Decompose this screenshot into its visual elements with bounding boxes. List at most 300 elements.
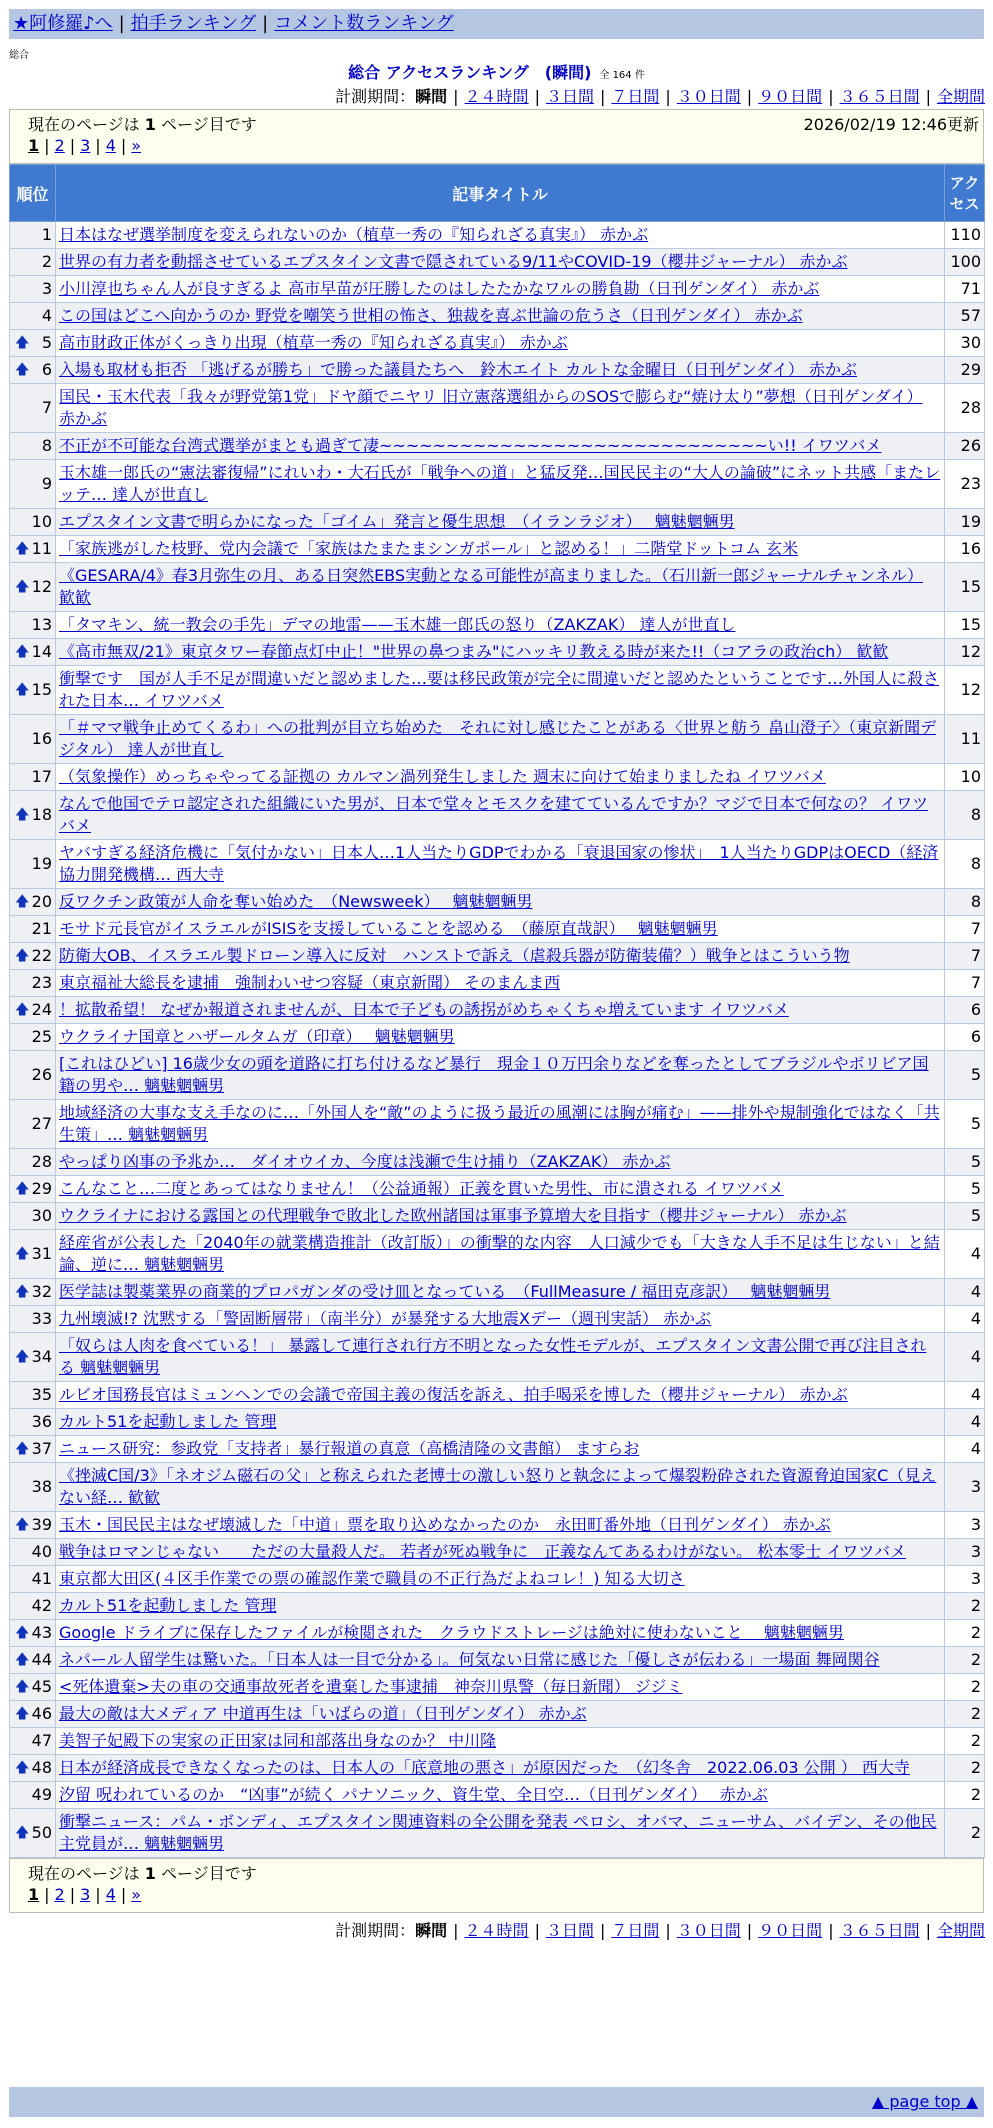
article-title-link[interactable]: やっぱり凶事の予兆か… ダイオウイカ、今度は浅瀬で生け捕り（ZAKZAK） 赤かぶ xyxy=(59,1152,671,1171)
rank-number: 22 xyxy=(31,946,52,965)
access-count: 16 xyxy=(945,536,985,563)
table-row xyxy=(10,1279,985,1306)
rank-cell xyxy=(10,222,56,249)
period-separator: | xyxy=(665,1921,671,1940)
pager-separator: | xyxy=(69,1885,76,1904)
access-count: 4 xyxy=(945,1306,985,1333)
table-row xyxy=(10,249,985,276)
title-cell xyxy=(56,1024,945,1051)
article-title-link[interactable]: この国はどこへ向かうのか 野党を嘲笑う世相の怖さ、独裁を喜ぶ世論の危うさ（日刊ゲンダイ） 赤かぶ xyxy=(59,306,803,325)
period-link-1[interactable]: ３日間 xyxy=(545,87,594,106)
rank-cell xyxy=(10,666,56,715)
article-title-link[interactable]: ネパール人留学生は驚いた。「日本人は一目で分かる」。何気ない日常に感じた「優しさが伝わる」一場面 舞岡関谷 xyxy=(59,1650,880,1669)
page-status xyxy=(28,1861,257,1884)
up-arrow-icon: 🡅 xyxy=(15,1760,30,1776)
table-row xyxy=(10,1647,985,1674)
rank-number: 4 xyxy=(41,306,52,325)
page-number: 1 xyxy=(144,1864,156,1883)
table-row xyxy=(10,1593,985,1620)
rank-number: 47 xyxy=(31,1731,52,1750)
access-count: 29 xyxy=(945,357,985,384)
rank-number: 8 xyxy=(41,436,52,455)
rank-number: 39 xyxy=(31,1515,52,1534)
article-title-link[interactable]: 玉木・国民民主はなぜ壊滅した「中道」票を取り込めなかったのか 永田町番外地（日刊ゲンダイ） 赤かぶ xyxy=(59,1515,831,1534)
article-title-link[interactable]: 衝撃です 国が人手不足が間違いだと認めました…要は移民政策が完全に間違いだと認めたということです…外国人に殺された日本… イワツバメ xyxy=(59,669,940,710)
period-current: 瞬間 xyxy=(415,87,448,106)
rank-cell xyxy=(10,916,56,943)
article-title-link[interactable]: ウクライナにおける露国との代理戦争で敗北した欧州諸国は軍事予算増大を目指す（櫻井ジャーナル） 赤かぶ xyxy=(59,1206,847,1225)
article-title-link[interactable]: 日本はなぜ選挙制度を変えられないのか（植草一秀の『知られざる真実』） 赤かぶ xyxy=(59,225,649,244)
access-count: 2 xyxy=(945,1782,985,1809)
title-cell xyxy=(56,612,945,639)
period-separator: | xyxy=(925,1921,931,1940)
period-separator: | xyxy=(599,1921,606,1940)
rank-number: 30 xyxy=(31,1206,52,1225)
clap-ranking-link[interactable]: 拍手ランキング xyxy=(130,13,257,34)
rank-cell xyxy=(10,1382,56,1409)
article-title-link[interactable]: 不正が不可能な台湾式選挙がまとも過ぎて凄~~~~~~~~~~~~~~~~~~~~~~~~~~~~~い!! イワツバメ xyxy=(59,436,882,455)
table-row xyxy=(10,384,985,433)
period-current: 瞬間 xyxy=(415,1921,448,1940)
period-link-0[interactable]: ２４時間 xyxy=(464,87,529,106)
table-row xyxy=(10,1230,985,1279)
article-title-link[interactable]: 戦争はロマンじゃない ただの大量殺人だ。 若者が死ぬ戦争に 正義なんてあるわけがない。 松本零士 イワツバメ xyxy=(59,1542,906,1561)
rank-cell xyxy=(10,276,56,303)
table-row xyxy=(10,357,985,384)
access-count: 5 xyxy=(945,1149,985,1176)
title-cell xyxy=(56,1620,945,1647)
table-row xyxy=(10,1306,985,1333)
title-cell xyxy=(56,1149,945,1176)
period-link-6[interactable]: 全期間 xyxy=(936,1921,985,1940)
title-cell xyxy=(56,460,945,509)
table-row xyxy=(10,222,985,249)
access-count: 15 xyxy=(945,612,985,639)
rank-cell xyxy=(10,1333,56,1382)
title-cell xyxy=(56,1051,945,1100)
table-row xyxy=(10,1436,985,1463)
rank-cell xyxy=(10,1539,56,1566)
rank-cell xyxy=(10,1409,56,1436)
table-row xyxy=(10,639,985,666)
rank-cell xyxy=(10,433,56,460)
period-link-5[interactable]: ３６５日間 xyxy=(839,87,920,106)
period-separator: | xyxy=(925,87,931,106)
article-title-link[interactable]: 「家族逃がした枝野、党内会議で「家族はたまたまシンガポール」と認める！」二階堂ドットコム 玄米 xyxy=(59,539,799,558)
title-cell xyxy=(56,1333,945,1382)
title-cell xyxy=(56,222,945,249)
up-arrow-icon: 🡅 xyxy=(15,1825,30,1841)
period-link-6[interactable]: 全期間 xyxy=(936,87,985,106)
article-title-link[interactable]: 経産省が公表した「2040年の就業構造推計（改訂版）」の衝撃的な内容 人口減少でも「大きな人手不足は生じない」と結論、逆に… 魑魅魍魎男 xyxy=(59,1233,940,1274)
table-row xyxy=(10,1203,985,1230)
article-title-link[interactable]: 「奴らは人肉を食べている！」 暴露して連行され行方不明となった女性モデルが、エプスタイン文書公開で再び注目される 魑魅魍魎男 xyxy=(59,1336,927,1377)
title-cell xyxy=(56,1463,945,1512)
up-arrow-icon: 🡅 xyxy=(15,1284,30,1300)
title-cell xyxy=(56,889,945,916)
table-row xyxy=(10,1024,985,1051)
pager-separator: | xyxy=(95,136,101,155)
title-cell xyxy=(56,1809,945,1858)
up-arrow-icon: 🡅 xyxy=(15,1625,30,1641)
rank-number: 17 xyxy=(31,767,52,786)
table-row xyxy=(10,1463,985,1512)
table-row xyxy=(10,1782,985,1809)
article-title-link[interactable]: なんで他国でテロ認定された組織にいた男が、日本で堂々とモスクを建てているんですか？マジで日本で何なの？ イワツバメ xyxy=(59,794,929,835)
rank-number: 44 xyxy=(31,1650,52,1669)
rank-cell xyxy=(10,1176,56,1203)
access-count: 4 xyxy=(945,1333,985,1382)
article-title-link[interactable]: 「タマキン、統一教会の手先」デマの地雷——玉木雄一郎氏の怒り（ZAKZAK） 達人が世直し xyxy=(59,615,736,634)
article-title-link[interactable]: 世界の有力者を動揺させているエプスタイン文書で隠されている9/11やCOVID-19（櫻井ジャーナル） 赤かぶ xyxy=(59,252,848,271)
pager-page-1: 1 xyxy=(28,1885,40,1904)
pager-page-3[interactable]: 3 xyxy=(80,136,91,155)
access-count: 5 xyxy=(945,1203,985,1230)
article-title-link[interactable]: ！拡散希望！ なぜか報道されませんが、日本で子どもの誘拐がめちゃくちゃ増えています イワツバメ xyxy=(59,1000,789,1019)
page-top-link[interactable]: ▲ page top ▲ xyxy=(871,2092,978,2111)
article-title-link[interactable]: 国民・玉木代表「我々が野党第1党」ドヤ顔でニヤリ 旧立憲落選組からのSOSで膨らむ“焼け太り”夢想（日刊ゲンダイ） 赤かぶ xyxy=(59,387,923,428)
rank-cell xyxy=(10,1755,56,1782)
table-row xyxy=(10,1566,985,1593)
ranking-title: 総合 アクセスランキング (瞬間) xyxy=(348,63,592,82)
access-count: 8 xyxy=(945,840,985,889)
title-cell xyxy=(56,639,945,666)
rank-number: 29 xyxy=(31,1179,52,1198)
title-cell xyxy=(56,1436,945,1463)
title-cell xyxy=(56,916,945,943)
access-count: 5 xyxy=(945,1051,985,1100)
article-title-link[interactable]: こんなこと…二度とあってはなりません！（公益通報）正義を貫いた男性、市に潰される イワツバメ xyxy=(59,1179,784,1198)
updated-timestamp: 2026/02/19 12:46更新 xyxy=(803,115,979,134)
pager-bottom xyxy=(28,1885,141,1904)
up-arrow-icon: 🡅 xyxy=(15,579,30,595)
table-row xyxy=(10,1728,985,1755)
article-title-link[interactable]: カルト51を起動しました 管理 xyxy=(59,1412,277,1431)
rank-cell xyxy=(10,384,56,433)
article-title-link[interactable]: Google ドライブに保存したファイルが検閲された クラウドストレージは絶対に使わないこと 魑魅魍魎男 xyxy=(59,1623,844,1642)
rank-number: 18 xyxy=(31,805,52,824)
period-separator: | xyxy=(534,1921,540,1940)
article-title-link[interactable]: 最大の敵は大メディア 中道再生は「いばらの道」（日刊ゲンダイ） 赤かぶ xyxy=(59,1704,587,1723)
title-cell xyxy=(56,1728,945,1755)
rank-number: 28 xyxy=(31,1152,52,1171)
article-title-link[interactable]: 入場も取材も拒否 「逃げるが勝ち」で勝った議員たちへ 鈴木エイト カルトな金曜日（日刊ゲンダイ） 赤かぶ xyxy=(59,360,857,379)
rank-cell xyxy=(10,509,56,536)
period-link-4[interactable]: ９０日間 xyxy=(758,1921,823,1940)
rank-cell xyxy=(10,357,56,384)
access-count: 8 xyxy=(945,791,985,840)
rank-number: 3 xyxy=(41,279,52,298)
col-access-header: アクセス xyxy=(945,165,985,222)
table-row xyxy=(10,916,985,943)
article-title-link[interactable]: モサド元長官がイスラエルがISISを支援していることを認める （藤原直哉訳） 魑魅魍魎男 xyxy=(59,919,718,938)
rank-cell xyxy=(10,536,56,563)
rank-number: 34 xyxy=(31,1347,52,1366)
period-label: 計測期間： xyxy=(335,1921,416,1940)
article-title-link[interactable]: 医学誌は製薬業界の商業的プロパガンダの受け皿となっている （FullMeasure / 福田克彦訳） 魑魅魍魎男 xyxy=(59,1282,831,1301)
access-count: 11 xyxy=(945,715,985,764)
rank-cell xyxy=(10,1436,56,1463)
table-row xyxy=(10,276,985,303)
title-cell xyxy=(56,1279,945,1306)
pager-next-link[interactable]: » xyxy=(131,1885,142,1904)
category-label: 総合 xyxy=(9,50,29,61)
article-title-link[interactable]: ルビオ国務長官はミュンヘンでの会議で帝国主義の復活を訴え、拍手喝采を博した（櫻井ジャーナル） 赤かぶ xyxy=(59,1385,848,1404)
period-link-3[interactable]: ３０日間 xyxy=(676,1921,741,1940)
rank-cell xyxy=(10,1100,56,1149)
access-count: 4 xyxy=(945,1279,985,1306)
title-cell xyxy=(56,1230,945,1279)
table-row xyxy=(10,1100,985,1149)
table-row xyxy=(10,509,985,536)
article-title-link[interactable]: 高市財政正体がくっきり出現（植草一秀の『知られざる真実』） 赤かぶ xyxy=(59,333,568,352)
total-count: 全 164 件 xyxy=(599,70,645,81)
title-cell xyxy=(56,249,945,276)
up-arrow-icon: 🡅 xyxy=(15,1706,30,1722)
period-separator: | xyxy=(828,1921,834,1940)
period-separator: | xyxy=(453,1921,459,1940)
rank-number: 16 xyxy=(31,729,52,748)
rank-number: 21 xyxy=(31,919,52,938)
table-row xyxy=(10,330,985,357)
up-arrow-icon: 🡅 xyxy=(15,541,30,557)
access-count: 2 xyxy=(945,1620,985,1647)
nav-separator: | xyxy=(118,13,125,34)
rank-number: 46 xyxy=(31,1704,52,1723)
up-arrow-icon: 🡅 xyxy=(15,1441,30,1457)
rank-cell xyxy=(10,1647,56,1674)
up-arrow-icon: 🡅 xyxy=(15,1002,30,1018)
up-arrow-icon: 🡅 xyxy=(15,894,30,910)
rank-cell xyxy=(10,1809,56,1858)
rank-number: 40 xyxy=(31,1542,52,1561)
title-cell xyxy=(56,1176,945,1203)
page-status-suffix: ページ目です xyxy=(161,1864,257,1883)
rank-number: 2 xyxy=(41,252,52,271)
article-title-link[interactable]: 防衛大OB、イスラエル製ドローン導入に反対 ハンストで訴え（虐殺兵器が防衛装備？）戦争とはこういう物 xyxy=(59,946,850,965)
rank-cell xyxy=(10,1230,56,1279)
title-cell xyxy=(56,1566,945,1593)
rank-cell xyxy=(10,1674,56,1701)
rank-cell xyxy=(10,1620,56,1647)
page-title xyxy=(0,60,993,83)
up-arrow-icon: 🡅 xyxy=(15,644,30,660)
access-count: 6 xyxy=(945,997,985,1024)
access-count: 57 xyxy=(945,303,985,330)
access-count: 5 xyxy=(945,1176,985,1203)
top-nav xyxy=(9,9,984,39)
pager-separator: | xyxy=(44,1885,50,1904)
access-count: 4 xyxy=(945,1382,985,1409)
access-count: 7 xyxy=(945,916,985,943)
table-row xyxy=(10,563,985,612)
article-title-link[interactable]: 反ワクチン政策が人命を奪い始めた （Newsweek） 魑魅魍魎男 xyxy=(59,892,533,911)
up-arrow-icon: 🡅 xyxy=(15,807,30,823)
rank-cell xyxy=(10,889,56,916)
article-title-link[interactable]: ウクライナ国章とハザールタムガ（印章） 魑魅魍魎男 xyxy=(59,1027,455,1046)
pager-separator: | xyxy=(44,136,50,155)
title-cell xyxy=(56,791,945,840)
title-cell xyxy=(56,330,945,357)
period-link-2[interactable]: ７日間 xyxy=(611,1921,660,1940)
rank-cell xyxy=(10,1728,56,1755)
article-title-link[interactable]: 美智子妃殿下の実家の正田家は同和部落出身なのか？ 中川隆 xyxy=(59,1731,497,1750)
period-separator: | xyxy=(746,1921,753,1940)
title-cell xyxy=(56,1701,945,1728)
access-count: 2 xyxy=(945,1755,985,1782)
access-count: 12 xyxy=(945,639,985,666)
col-rank-header: 順位 xyxy=(10,165,56,222)
title-cell xyxy=(56,509,945,536)
article-title-link[interactable]: 「＃ママ戦争止めてくるわ」への批判が目立ち始めた それに対し感じたことがある〈世界と舫う 畠山澄子〉（東京新聞デジタル） 達人が世直し xyxy=(59,718,937,759)
pager-top xyxy=(28,136,141,155)
article-title-link[interactable]: ヤバすぎる経済危機に「気付かない」日本人…1人当たりGDPでわかる「衰退国家の惨状」 1人当たりGDPはOECD（経済協力開発機構… 西大寺 xyxy=(59,843,939,884)
period-link-0[interactable]: ２４時間 xyxy=(464,1921,529,1940)
article-title-link[interactable]: 地域経済の大事な支え手なのに…「外国人を“敵”のように扱う最近の風潮には胸が痛む」——排外や規制強化ではなく「共生策」… 魑魅魍魎男 xyxy=(59,1103,940,1144)
article-title-link[interactable]: 《挫滅C国/3》「ネオジム磁石の父」と称えられた老博士の激しい怒りと執念によって爆裂粉砕された資源脅迫国家C（見えない経… 歓歓 xyxy=(59,1466,937,1507)
ranking-table xyxy=(9,164,985,1858)
access-count: 23 xyxy=(945,460,985,509)
home-link[interactable]: ★阿修羅♪へ xyxy=(13,13,113,34)
rank-number: 26 xyxy=(31,1065,52,1084)
table-row xyxy=(10,943,985,970)
up-arrow-icon: 🡅 xyxy=(15,335,30,351)
article-title-link[interactable]: ニュース研究：参政党「支持者」暴行報道の真意（高橋清隆の文書館） ますらお xyxy=(59,1439,640,1458)
table-row xyxy=(10,791,985,840)
pager-page-3[interactable]: 3 xyxy=(80,1885,91,1904)
title-cell xyxy=(56,384,945,433)
article-title-link[interactable]: 《GESARA/4》春3月弥生の月、ある日突然EBS実動となる可能性が高まりました。（石川新一郎ジャーナルチャンネル） 歓歓 xyxy=(59,566,923,607)
article-title-link[interactable]: 玉木雄一郎氏の“憲法審復帰”にれいわ・大石氏が「戦争への道」と猛反発…国民民主の“大人の論破”にネット共感「またレッテ… 達人が世直し xyxy=(59,463,941,504)
rank-number: 24 xyxy=(31,1000,52,1019)
access-count: 19 xyxy=(945,509,985,536)
table-row xyxy=(10,1674,985,1701)
table-row xyxy=(10,536,985,563)
period-link-2[interactable]: ７日間 xyxy=(611,87,660,106)
access-count: 26 xyxy=(945,433,985,460)
access-count: 110 xyxy=(945,222,985,249)
article-title-link[interactable]: 九州壊滅!? 沈黙する「警固断層帯」（南半分）が暴発する大地震Xデー（週刊実話） 赤かぶ xyxy=(59,1309,712,1328)
article-title-link[interactable]: エプスタイン文書で明らかになった「ゴイム」発言と優生思想 （イランラジオ） 魑魅魍魎男 xyxy=(59,512,735,531)
access-count: 4 xyxy=(945,1409,985,1436)
title-cell xyxy=(56,970,945,997)
pager-page-2[interactable]: 2 xyxy=(54,1885,65,1904)
rank-cell xyxy=(10,970,56,997)
table-row xyxy=(10,1149,985,1176)
access-count: 2 xyxy=(945,1728,985,1755)
article-title-link[interactable]: 汐留 呪われているのか “凶事”が続く パナソニック、資生堂、全日空…（日刊ゲンダイ） 赤かぶ xyxy=(59,1785,768,1804)
rank-cell xyxy=(10,1306,56,1333)
table-row xyxy=(10,1620,985,1647)
rank-cell xyxy=(10,1593,56,1620)
access-count: 7 xyxy=(945,943,985,970)
comment-ranking-link[interactable]: コメント数ランキング xyxy=(274,13,454,34)
title-cell xyxy=(56,764,945,791)
pager-page-4[interactable]: 4 xyxy=(105,1885,116,1904)
rank-cell xyxy=(10,249,56,276)
article-title-link[interactable]: 《高市無双/21》東京タワー春節点灯中止！"世界の鼻つまみ"にハッキリ教える時が来た!!（コアラの政治ch） 歓歓 xyxy=(59,642,889,661)
access-count: 10 xyxy=(945,764,985,791)
pager-page-4[interactable]: 4 xyxy=(105,136,116,155)
table-row xyxy=(10,433,985,460)
page-status-prefix: 現在のページは xyxy=(28,1864,140,1883)
access-count: 7 xyxy=(945,970,985,997)
article-title-link[interactable]: [これはひどい] 16歳少女の頭を道路に打ち付けるなど暴行 現金１０万円余りなどを奪ったとしてブラジルやボリビア国籍の男や… 魑魅魍魎男 xyxy=(59,1054,929,1095)
rank-number: 50 xyxy=(31,1823,52,1842)
rank-cell xyxy=(10,1024,56,1051)
rank-number: 41 xyxy=(31,1569,52,1588)
access-count: 2 xyxy=(945,1701,985,1728)
rank-cell xyxy=(10,1566,56,1593)
article-title-link[interactable]: 小川淳也ちゃん人が良すぎるよ 高市早苗が圧勝したのはしたたかなワルの勝負勘（日刊ゲンダイ） 赤かぶ xyxy=(59,279,820,298)
article-title-link[interactable]: 東京都大田区(４区手作業での票の確認作業で職員の不正行為だよねコレ！) 知る大切さ xyxy=(59,1569,685,1588)
up-arrow-icon: 🡅 xyxy=(15,1246,30,1262)
access-count: 3 xyxy=(945,1463,985,1512)
rank-number: 43 xyxy=(31,1623,52,1642)
up-arrow-icon: 🡅 xyxy=(15,362,30,378)
title-cell xyxy=(56,997,945,1024)
rank-cell xyxy=(10,791,56,840)
access-count: 12 xyxy=(945,666,985,715)
access-count: 100 xyxy=(945,249,985,276)
rank-number: 20 xyxy=(31,892,52,911)
up-arrow-icon: 🡅 xyxy=(15,1652,30,1668)
article-title-link[interactable]: カルト51を起動しました 管理 xyxy=(59,1596,277,1615)
rank-number: 11 xyxy=(31,539,52,558)
rank-number: 23 xyxy=(31,973,52,992)
rank-number: 5 xyxy=(41,333,52,352)
title-cell xyxy=(56,1409,945,1436)
period-link-1[interactable]: ３日間 xyxy=(545,1921,594,1940)
title-cell xyxy=(56,840,945,889)
table-row xyxy=(10,997,985,1024)
table-row xyxy=(10,1701,985,1728)
period-link-5[interactable]: ３６５日間 xyxy=(839,1921,920,1940)
table-row xyxy=(10,1539,985,1566)
title-cell xyxy=(56,1100,945,1149)
pager-page-2[interactable]: 2 xyxy=(54,136,65,155)
rank-number: 49 xyxy=(31,1785,52,1804)
article-title-link[interactable]: 衝撃ニュース：パム・ボンディ、エプスタイン関連資料の全公開を発表 ペロシ、オバマ、ニューサム、バイデン、その他民主党員が… 魑魅魍魎男 xyxy=(59,1812,937,1853)
article-title-link[interactable]: <死体遺棄>夫の車の交通事故死者を遺棄した事逮捕 神奈川県警（毎日新聞） ジジミ xyxy=(59,1677,683,1696)
rank-cell xyxy=(10,1463,56,1512)
article-title-link[interactable]: （気象操作）めっちゃやってる証拠の カルマン渦列発生しました 週末に向けて始まりましたね イワツバメ xyxy=(59,767,826,786)
table-row xyxy=(10,1051,985,1100)
article-title-link[interactable]: 東京福祉大総長を逮捕 強制わいせつ容疑（東京新聞） そのまんま西 xyxy=(59,973,561,992)
rank-number: 25 xyxy=(31,1027,52,1046)
rank-cell xyxy=(10,715,56,764)
footer-bar xyxy=(9,2087,984,2117)
title-cell xyxy=(56,536,945,563)
table-row xyxy=(10,1176,985,1203)
pager-next-link[interactable]: » xyxy=(131,136,142,155)
rank-number: 37 xyxy=(31,1439,52,1458)
rank-cell xyxy=(10,1782,56,1809)
access-count: 71 xyxy=(945,276,985,303)
title-cell xyxy=(56,1539,945,1566)
article-title-link[interactable]: 日本が経済成長できなくなったのは、日本人の「底意地の悪さ」が原因だった （幻冬舎 2022.06.03 公開 ） 西大寺 xyxy=(59,1758,910,1777)
rank-cell xyxy=(10,1279,56,1306)
rank-number: 14 xyxy=(31,642,52,661)
rank-cell xyxy=(10,612,56,639)
period-link-4[interactable]: ９０日間 xyxy=(758,87,823,106)
rank-cell xyxy=(10,303,56,330)
period-link-3[interactable]: ３０日間 xyxy=(676,87,741,106)
rank-number: 35 xyxy=(31,1385,52,1404)
title-cell xyxy=(56,563,945,612)
table-row xyxy=(10,1809,985,1858)
rank-number: 32 xyxy=(31,1282,52,1301)
